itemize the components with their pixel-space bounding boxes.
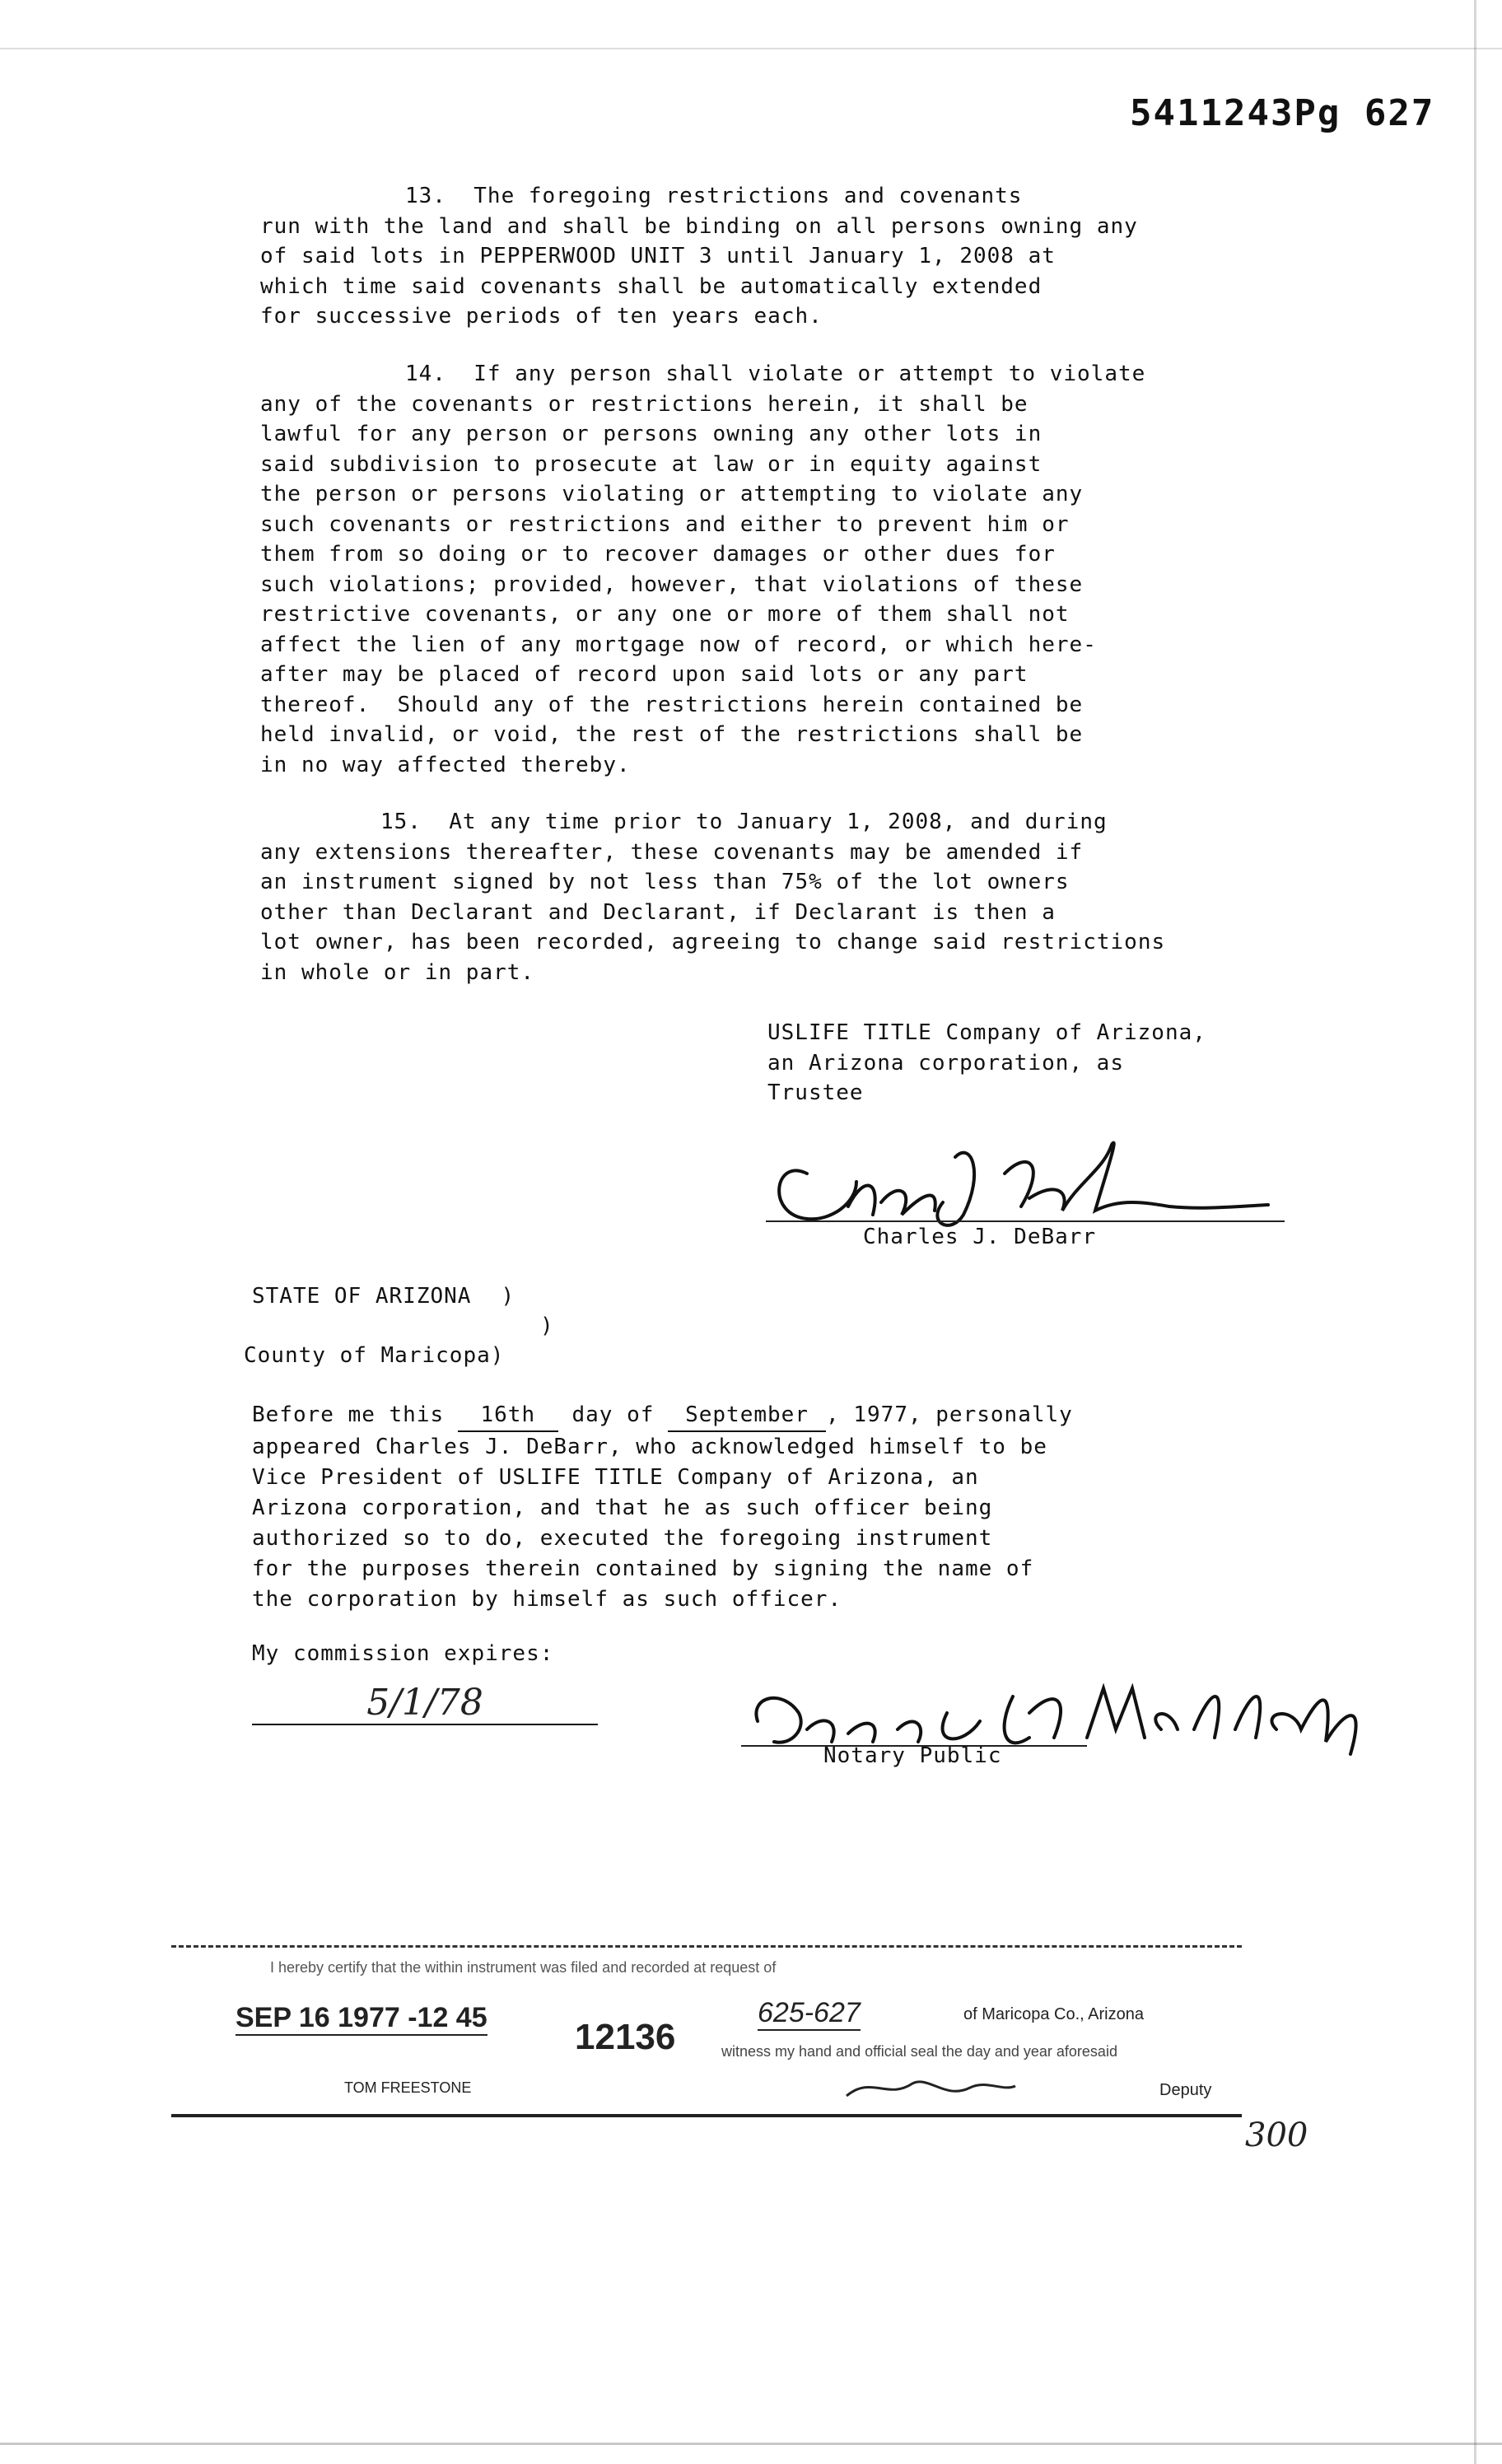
text-line: lawful for any person or persons owning any other lots in — [260, 422, 1043, 446]
text-line: lot owner, has been recorded, agreeing to change said restrictions — [260, 930, 1166, 954]
text-line: 15. At any time prior to January 1, 2008, and during — [380, 810, 1108, 834]
text-line: Vice President of USLIFE TITLE Company of Arizona, an — [252, 1465, 979, 1490]
margin-note: 300 — [1245, 2116, 1308, 2154]
text-line: restrictive covenants, or any one or more of them shall not — [260, 602, 1070, 627]
text-line: such violations; provided, however, that violations of these — [260, 572, 1084, 597]
stamp-recorder: TOM FREESTONE — [344, 2079, 472, 2096]
paragraph-15 — [260, 807, 1165, 987]
text-line: which time said covenants shall be automatically extended — [260, 273, 1043, 299]
text-line: any of the covenants or restrictions herein, it shall be — [260, 391, 1029, 417]
text-line: an Arizona corporation, as — [767, 1050, 1124, 1076]
stamp-certification-line: I hereby certify that the within instrument was filed and recorded at request of — [270, 1959, 777, 1976]
stamp-date-time: SEP 16 1977 -12 45 — [236, 2002, 487, 2036]
scan-artifact — [1474, 0, 1476, 2464]
day-blank: 16th — [458, 1400, 558, 1432]
acknowledgment — [252, 1400, 1073, 1615]
text-line: Arizona corporation, and that he as such officer being — [252, 1496, 993, 1520]
recording-stamp — [171, 1945, 1242, 2117]
text-line: held invalid, or void, the rest of the restrictions shall be — [260, 722, 1084, 747]
text-line: 13. The foregoing restrictions and covenants — [405, 184, 1023, 208]
commission-label: My commission expires: — [252, 1641, 554, 1666]
text-fragment: , 1977, personally — [826, 1402, 1073, 1427]
venue-county: County of Maricopa) — [244, 1343, 505, 1368]
text-line: 14. If any person shall violate or attempt to violate — [405, 362, 1146, 386]
stamp-county: of Maricopa Co., Arizona — [963, 2005, 1144, 2023]
trustee-signer-name: Charles J. DeBarr — [863, 1225, 1097, 1249]
text-line: in whole or in part. — [260, 959, 535, 985]
month-blank: September — [668, 1400, 826, 1432]
paragraph-14 — [260, 359, 1145, 780]
text-line: Trustee — [767, 1080, 864, 1105]
text-line: them from so doing or to recover damages or other dues for — [260, 542, 1056, 567]
paragraph-13 — [260, 181, 1138, 332]
text-line: affect the lien of any mortgage now of record, or which here- — [260, 632, 1097, 657]
text-line: thereof. Should any of the restrictions herein contained be — [260, 692, 1084, 717]
deputy-initials — [838, 2071, 1019, 2104]
state-label: STATE OF ARIZONA — [252, 1284, 472, 1309]
text-line: authorized so to do, executed the foregoing instrument — [252, 1526, 993, 1551]
acknowledgment-first-line — [252, 1400, 1073, 1432]
text-line: USLIFE TITLE Company of Arizona, — [767, 1020, 1206, 1045]
commission-date: 5/1/78 — [252, 1682, 598, 1725]
county-label: County of Maricopa — [244, 1343, 491, 1368]
text-line: said subdivision to prosecute at law or in equity against — [260, 451, 1043, 477]
text-line: run with the land and shall be binding on all persons owning any — [260, 213, 1138, 239]
stamp-deputy: Deputy — [1159, 2081, 1212, 2099]
notary-public-label: Notary Public — [823, 1743, 1002, 1768]
stamp-pages: 625-627 — [758, 1997, 861, 2031]
venue-state: STATE OF ARIZONA ) — [252, 1284, 515, 1309]
scan-artifact — [0, 2443, 1502, 2445]
text-line: other than Declarant and Declarant, if Declarant is then a — [260, 899, 1056, 925]
text-fragment: Before me this — [252, 1402, 445, 1427]
text-line: any extensions thereafter, these covenants may be amended if — [260, 839, 1084, 865]
text-line: for the purposes therein contained by signing the name of — [252, 1556, 1034, 1581]
text-line: such covenants or restrictions and either to prevent him or — [260, 511, 1070, 537]
stamp-witness-line: witness my hand and official seal the day and year aforesaid — [721, 2043, 1117, 2060]
venue-bracket: ) — [540, 1314, 554, 1338]
text-line: appeared Charles J. DeBarr, who acknowledged himself to be — [252, 1435, 1047, 1459]
scan-artifact — [0, 48, 1502, 49]
docket-page-number: 5411243Pg 627 — [1130, 92, 1435, 134]
text-line: the person or persons violating or attempting to violate any — [260, 482, 1084, 506]
trustee-block — [767, 1018, 1206, 1108]
text-line: an instrument signed by not less than 75% of the lot owners — [260, 870, 1070, 894]
text-line: the corporation by himself as such officer. — [252, 1587, 842, 1612]
text-line: for successive periods of ten years each. — [260, 304, 823, 329]
text-line: in no way affected thereby. — [260, 752, 631, 777]
text-line: of said lots in PEPPERWOOD UNIT 3 until January 1, 2008 at — [260, 244, 1056, 268]
text-line: after may be placed of record upon said lots or any part — [260, 662, 1029, 687]
stamp-record-number: 12136 — [575, 2017, 676, 2057]
text-fragment: day of — [571, 1402, 655, 1427]
